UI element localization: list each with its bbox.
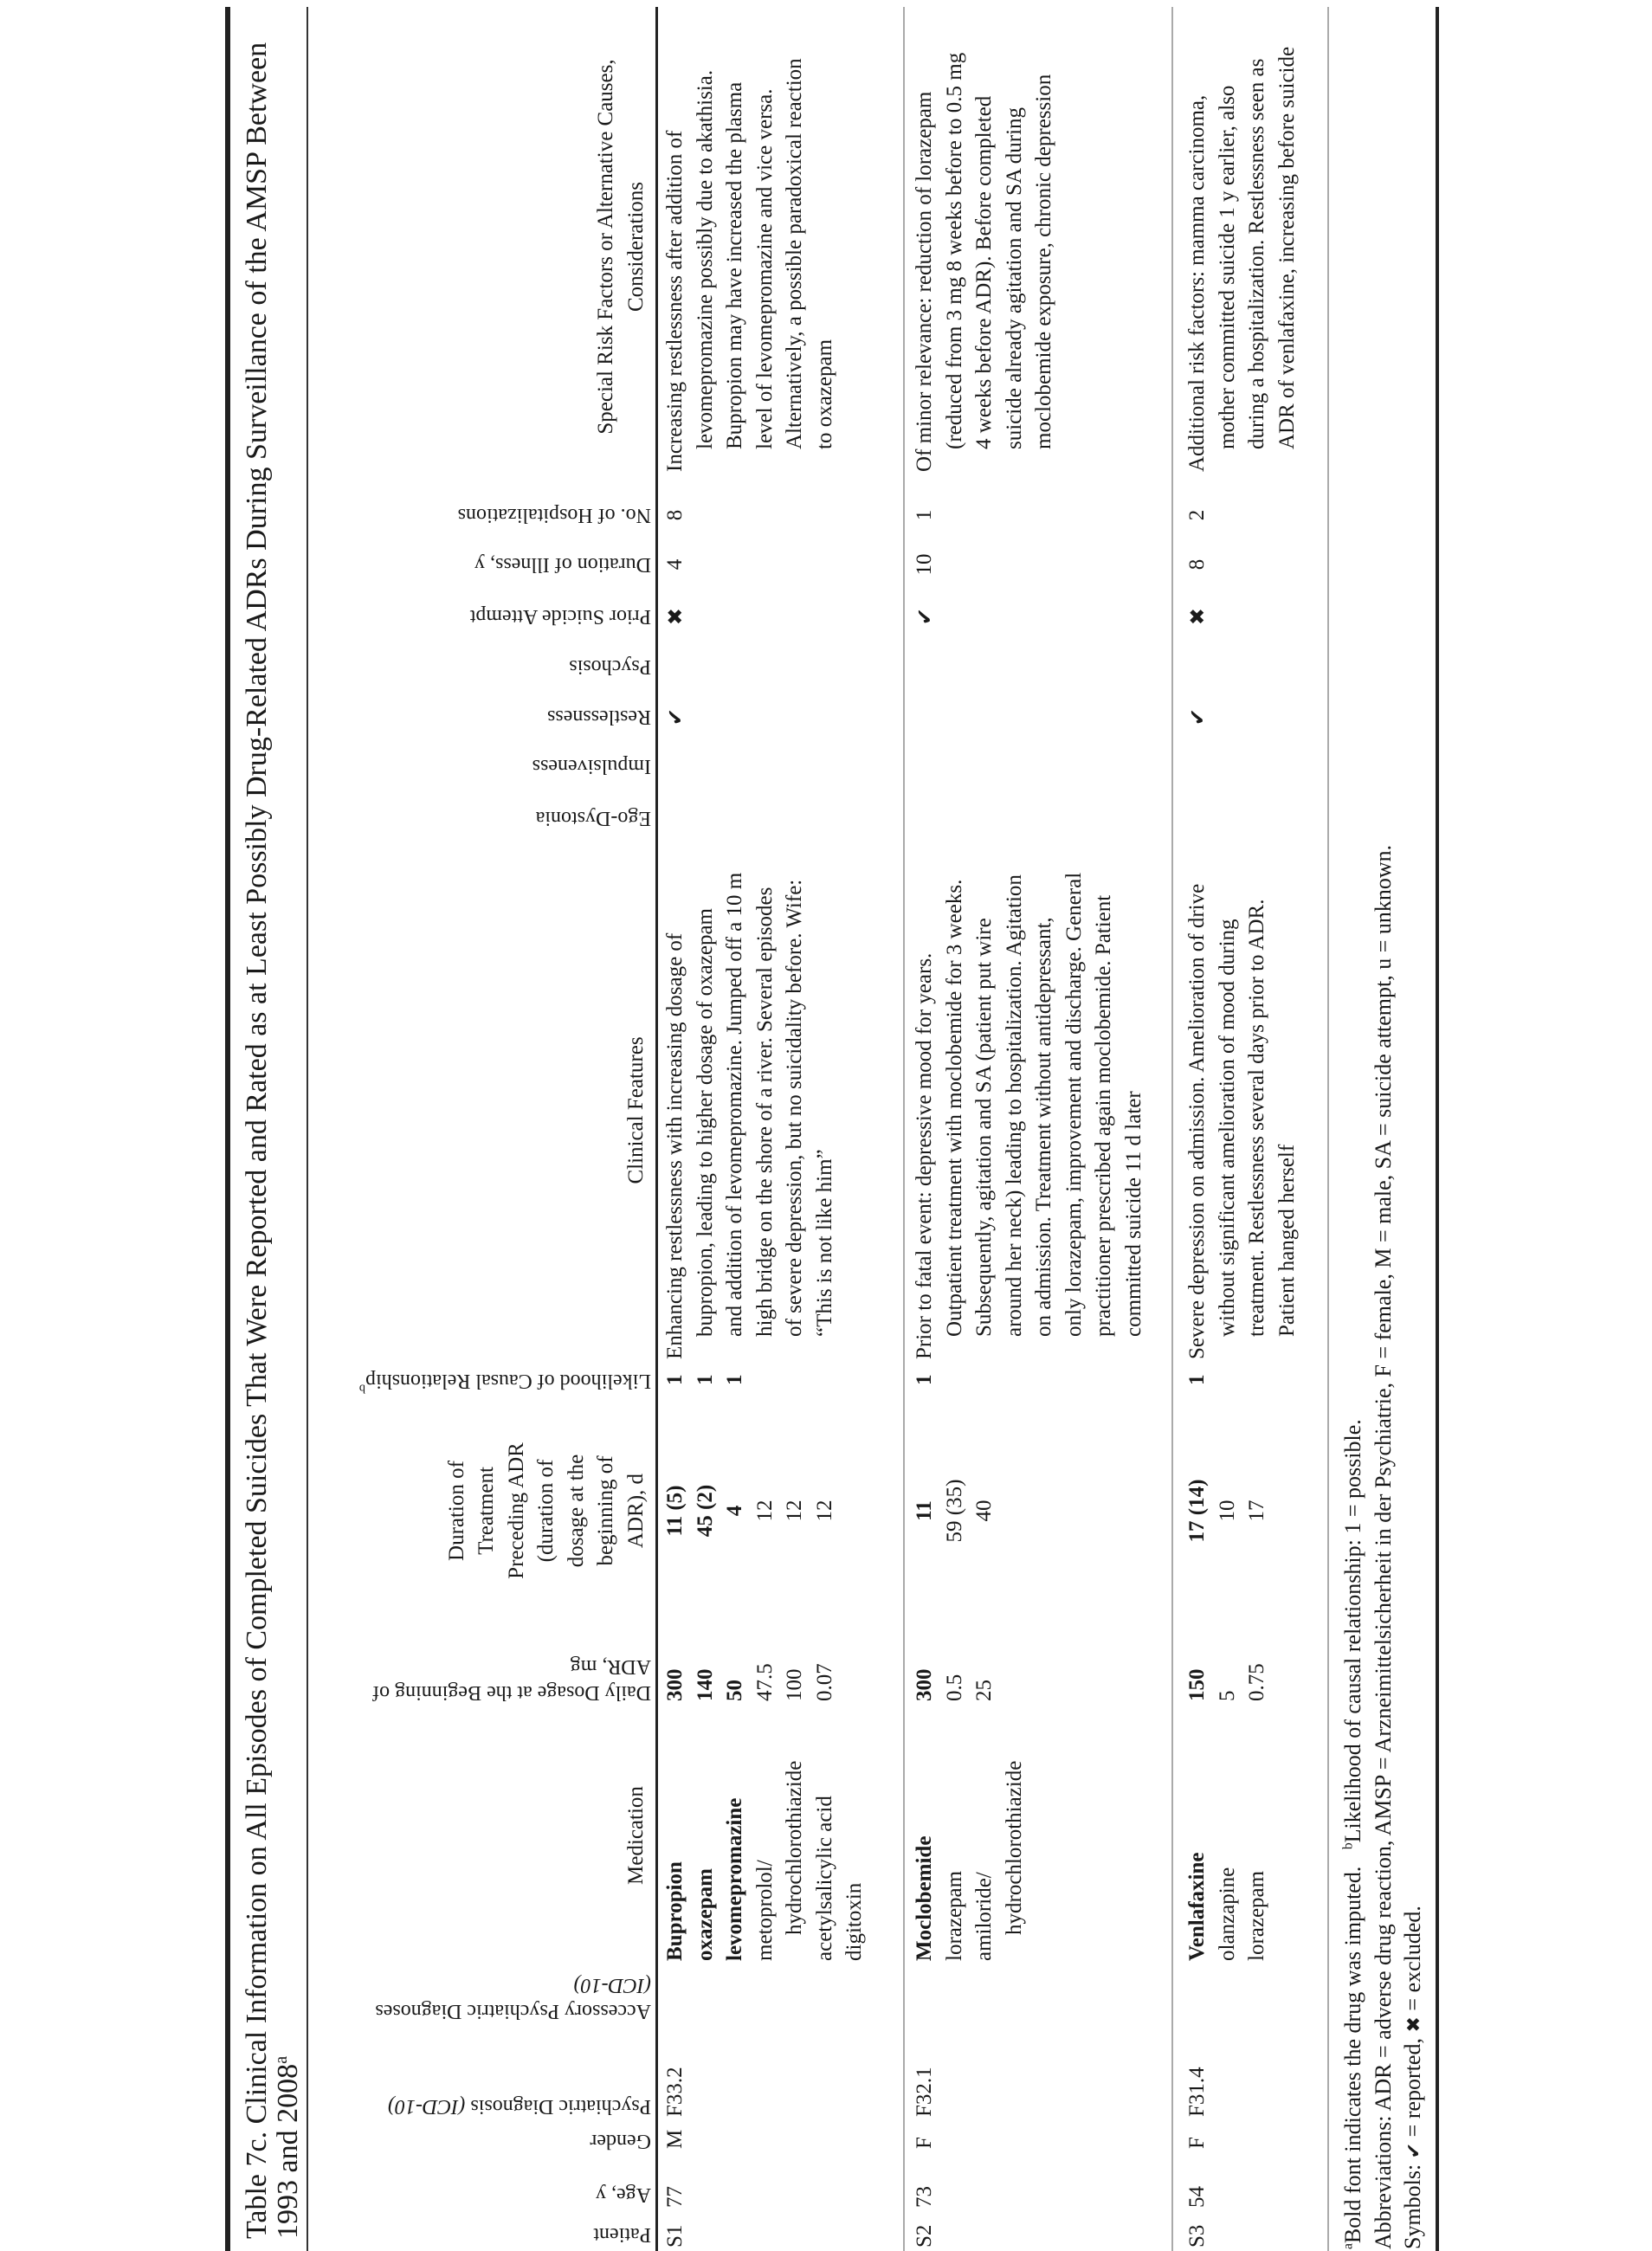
clinical-features-line: Patient hanged herself [1274,1144,1299,1337]
clinical-features-line: treatment. Restlessness several days prior to ADR. [1245,899,1268,1337]
header-icd-code: (ICD-10) [388,2095,466,2118]
clinical-features-line: Severe depression on admission. Amelioration of drive [1185,883,1209,1359]
medication-duration: 11 [913,1500,936,1521]
header-duration-of-illness-label: Duration of Illness, y [474,553,651,576]
special-risk-factors [910,53,1060,472]
medication-name: metoprolol/ [752,1860,777,1961]
header-duration-line: Treatment [474,1467,498,1555]
medication-name: oxazepam [693,1868,717,1961]
header-age [313,2182,651,2208]
medication-dose: 5 [1215,1690,1239,1701]
header-impulsiveness [313,753,651,779]
symbols-label: Symbols: [1400,2158,1425,2249]
patient-id: S2 [913,2224,936,2248]
header-patient [313,2222,651,2248]
medication-name: lorazepam [942,1870,966,1961]
medication-duration: 12 [783,1500,806,1522]
header-psychosis-label: Psychosis [569,655,651,678]
causal-likelihood: 1 [693,1374,717,1385]
header-psychosis [313,654,651,680]
title-years: 1993 and 2008 [272,2063,304,2239]
clinical-features-line: committed suicide 11 d later [1121,1091,1145,1337]
medication-dose: 300 [913,1668,936,1701]
special-risk-factors-line: to oxazepam [812,339,836,449]
header-dosage-line2: ADR, mg [570,1655,651,1678]
header-accessory-line2 [313,1972,651,1998]
psychiatric-diagnosis: F32.1 [913,2067,936,2117]
footnote-a-b [1339,1419,1368,2249]
medication-name: hydrochlorothiazide [1002,1760,1026,1935]
special-risk-factors-line: Bupropion may have increased the plasma [723,81,746,449]
header-duration-line: ADR), d [623,1473,648,1549]
clinical-features-line: of severe depression, but no suicidality before. Wife: [783,879,806,1337]
medication-name: levomepromazine [723,1797,746,1961]
footnote-a-text: Bold font indicates the drug was imputed. [1340,1854,1365,2244]
footnote-a-mark: a [1340,2243,1356,2249]
special-risk-factors-line: 4 weeks before ADR). Before completed [972,95,996,449]
clinical-features-line: without significant amelioration of mood during [1215,919,1239,1337]
title-top-rule [225,7,230,2251]
header-restlessness [313,704,651,730]
medication-duration: 59 (35) [942,1479,966,1543]
table-title-line2 [271,2055,304,2239]
header-duration-line: Preceding ADR [504,1442,528,1579]
header-likelihood-label [313,1368,651,1394]
clinical-features-line: on admission. Treatment without antidepressant, [1032,917,1055,1337]
special-risk-factors [1183,47,1302,472]
clinical-features-line: high bridge on the shore of a river. Several episodes [752,887,777,1337]
table-bottom-rule [1436,7,1439,2251]
clinical-features-line: practitioner prescribed again moclobemide. Patient [1092,894,1115,1337]
special-risk-factors [661,58,840,472]
clinical-features-line: Subsequently, agitation and SA (patient put wire [972,918,996,1337]
header-psychiatric-diagnosis [313,2093,651,2119]
table-title-line1: Table 7c. Clinical Information on All Episodes of Completed Suicides That Were Reported and Rated as at Least Possibly Drug-Related ADRs During Surveillance of the AMSP Between [241,42,273,2239]
medication-dose: 0.75 [1245,1663,1268,1701]
medication-name: Bupropion [663,1861,687,1961]
cross-icon: ✖ [1404,2016,1425,2033]
header-accessory-line1: Accessory Psychiatric Diagnoses [375,2000,651,2022]
medication-name: hydrochlorothiazide [783,1760,806,1935]
duration-of-illness-value: 10 [913,553,936,576]
header-accessory-icd-code: (ICD-10) [573,1974,651,1996]
medication-dose: 150 [1185,1668,1209,1701]
medication-name: olanzapine [1215,1867,1239,1961]
clinical-features-line: and addition of levomepromazine. Jumped off a 10 m [723,872,746,1337]
header-impulsiveness-label: Impulsiveness [532,755,651,777]
psychiatric-diagnosis: F33.2 [663,2067,687,2117]
patient-gender: F [913,2137,936,2149]
special-risk-factors-line: ADR of venlafaxine, increasing before suicide [1274,46,1299,449]
header-special-line1: Special Risk Factors or Alternative Causes, [594,59,617,435]
row-separator [1171,7,1173,2251]
patient-age: 73 [913,2186,936,2208]
hospitalizations-value: 8 [663,509,687,521]
header-gender [313,2128,651,2154]
header-accessory-diagnoses [313,1972,651,2024]
header-hospitalizations [313,502,651,528]
medication-name: Venlafaxine [1185,1852,1209,1961]
header-duration-line: Duration of [444,1461,468,1561]
footnote-b-text: Likelihood of causal relationship: 1 = possible. [1340,1419,1365,1843]
clinical-features-line: Prior to fatal event: depressive mood for years. [913,952,936,1359]
check-icon: ✔ [663,707,687,726]
header-duration-of-illness [313,551,651,577]
clinical-features [910,873,1149,1359]
duration-of-illness-value: 8 [1185,558,1209,571]
clinical-features-line: only lorazepam, improvement and discharge. General [1062,872,1086,1337]
header-prior-suicide-attempt-label: Prior Suicide Attempt [469,605,651,628]
clinical-features-line: Enhancing restlessness with increasing dosage of [663,932,687,1359]
header-likelihood-text: Likelihood of Causal Relationship [365,1370,651,1392]
hospitalizations-value: 2 [1185,509,1209,521]
patient-age: 54 [1185,2186,1209,2208]
medication-name: lorazepam [1245,1870,1268,1961]
header-daily-dosage [313,1654,651,1706]
medication-duration: 4 [723,1505,746,1517]
medication-name: acetylsalicylic acid [812,1796,836,1961]
header-special-line2: Considerations [623,182,648,312]
psychiatric-diagnosis: F31.4 [1185,2067,1209,2117]
medication-duration: 17 [1245,1500,1268,1522]
special-risk-factors-line: Of minor relevance: reduction of lorazepam [913,91,936,472]
header-clinical-features-label: Clinical Features [623,1036,648,1184]
check-icon: ✔ [913,607,937,626]
medication-duration: 45 (2) [693,1484,717,1538]
header-psychiatric-diagnosis-label [313,2093,651,2119]
header-patient-label: Patient [593,2223,651,2246]
patient-id: S1 [663,2224,687,2248]
causal-likelihood: 1 [1185,1374,1209,1385]
check-icon: ✔ [1185,707,1210,726]
medication-dose: 47.5 [752,1663,777,1701]
medication-duration: 12 [752,1500,777,1522]
excluded-text: = excluded. [1400,1906,1425,2017]
special-risk-factors-line: Alternatively, a possible paradoxical reaction [783,58,806,449]
medication-dose: 300 [663,1668,687,1701]
clinical-features-line: bupropion, leading to higher dosage of oxazepam [693,908,717,1337]
medication-duration: 17 (14) [1185,1479,1209,1543]
medication-dose: 50 [723,1680,746,1701]
header-duration-line: beginning of [594,1455,617,1566]
cross-icon: ✖ [1185,607,1210,626]
medication-dose: 0.5 [942,1674,966,1701]
hospitalizations-value: 1 [913,509,936,521]
medication-dose: 0.07 [812,1663,836,1701]
cross-icon: ✖ [663,607,687,626]
medication-name: Moclobemide [913,1835,936,1961]
special-risk-factors-line: (reduced from 3 mg 8 weeks before to 0.5 mg [942,52,966,449]
medication-name: amiloride/ [972,1872,996,1961]
header-prior-suicide-attempt [313,603,651,629]
title-footnote-mark: a [271,2055,291,2064]
header-age-label: Age, y [596,2183,651,2206]
clinical-features-line: “This is not like him” [812,1149,836,1337]
header-medication-label: Medication [623,1786,648,1885]
header-special-risk-factors [313,22,651,472]
clinical-features [661,873,840,1359]
causal-likelihood: 1 [723,1374,746,1385]
medication-name: digitoxin [842,1882,866,1961]
special-risk-factors-line: levomepromazine possibly due to akathisia. [693,69,717,449]
header-ego-dystonia [313,805,651,831]
clinical-features-line: Outpatient treatment with moclobemide for 3 weeks. [942,879,966,1337]
special-risk-factors-line: moclobemide exposure, chronic depression [1032,74,1055,449]
medication-duration: 11 (5) [663,1485,687,1537]
header-psychiatric-diagnosis-text: Psychiatric Diagnosis [465,2095,651,2118]
row-separator [1327,7,1329,2251]
check-icon: ✔ [1404,2142,1425,2159]
header-likelihood-footnote-mark: b [358,1381,366,1396]
footnote-abbreviations: Abbreviations: ADR = adverse drug reaction, AMSP = Arzneimittelsicherheit in der Psychiatrie, F = female, M = male, SA = suicide attempt, u = unknown. [1371,844,1396,2249]
header-medication [313,1749,651,1922]
header-duration-line: dosage at the [564,1454,588,1568]
medication-dose: 100 [783,1668,806,1701]
footnote-b-mark: b [1340,1842,1356,1850]
row-separator [903,7,905,2251]
reported-text: = reported, [1400,2032,1425,2143]
header-likelihood [313,1368,651,1394]
header-dosage-line1: Daily Dosage at the Beginning of [372,1681,651,1704]
medication-duration: 10 [1215,1500,1239,1522]
special-risk-factors-line: level of levomepromazine and vice versa. [752,88,777,449]
header-gender-label: Gender [590,2130,651,2152]
medication-dose: 140 [693,1668,717,1701]
header-duration-of-treatment [313,1424,651,1597]
special-risk-factors-line: Increasing restlessness after addition of [663,130,687,472]
header-hospitalizations-label: No. of Hospitalizations [457,504,651,526]
clinical-features-line: around her neck) leading to hospitalization. Agitation [1002,874,1026,1337]
header-bottom-rule [655,7,658,2251]
special-risk-factors-line: Additional risk factors: mamma carcinoma, [1185,94,1209,472]
header-ego-dystonia-label: Ego-Dystonia [535,807,651,829]
header-clinical-features [313,861,651,1359]
patient-gender: F [1185,2137,1209,2149]
patient-gender: M [663,2129,687,2149]
medication-duration: 40 [972,1500,996,1522]
header-top-rule [307,7,308,2251]
patient-age: 77 [663,2186,687,2208]
clinical-features [1183,884,1302,1359]
header-restlessness-label: Restlessness [547,706,651,728]
causal-likelihood: 1 [663,1374,687,1385]
medication-dose: 25 [972,1680,996,1701]
special-risk-factors-line: suicide already agitation and SA during [1002,106,1026,449]
medication-duration: 12 [812,1500,836,1522]
footnote-symbols [1398,1906,1429,2249]
special-risk-factors-line: during a hospitalization. Restlessness seen as [1245,58,1268,449]
special-risk-factors-line: mother committed suicide 1 y earlier, also [1215,85,1239,449]
header-duration-line: (duration of [534,1459,558,1563]
duration-of-illness-value: 4 [663,558,687,571]
causal-likelihood: 1 [913,1374,936,1385]
patient-id: S3 [1185,2224,1209,2248]
